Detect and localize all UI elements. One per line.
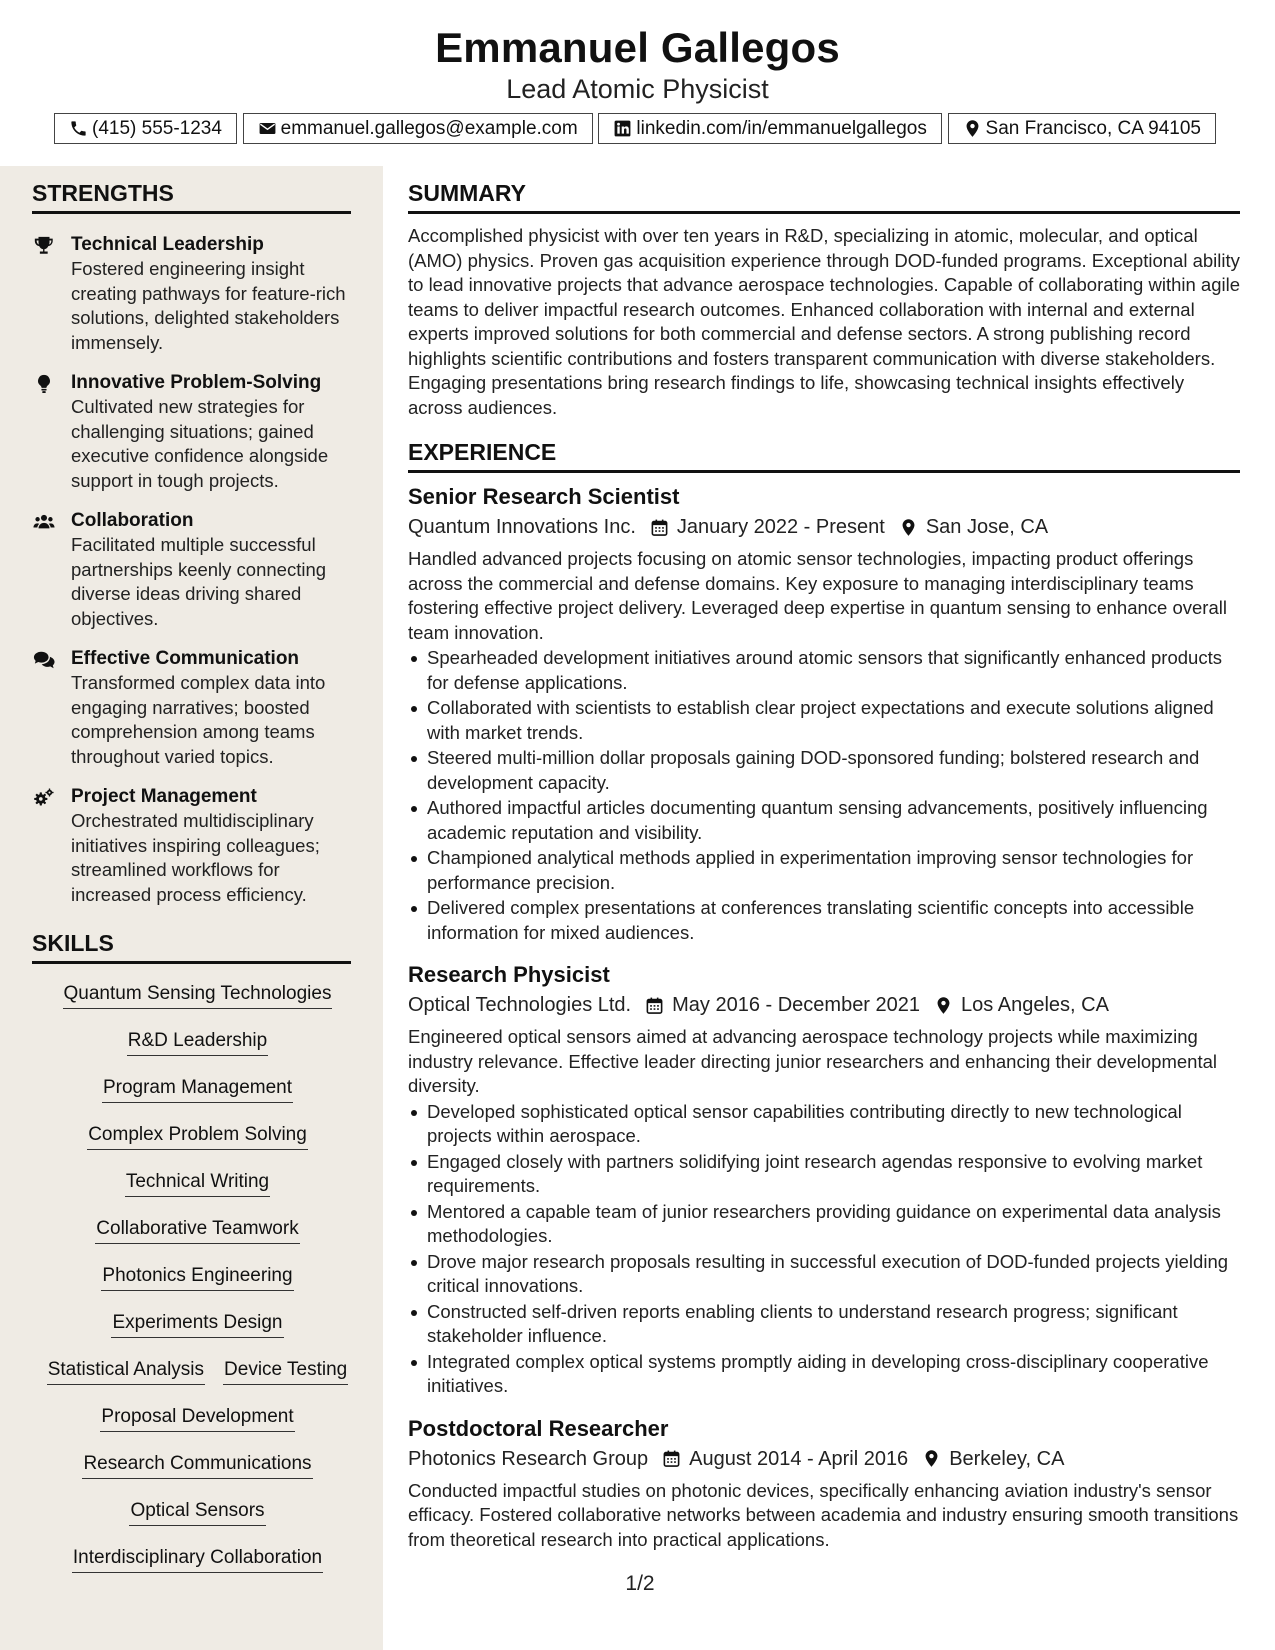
linkedin-icon [613,119,632,138]
strength-title: Effective Communication [71,648,300,669]
skill-tag: Interdisciplinary Collaboration [72,1546,323,1573]
skills-heading: SKILLS [32,928,351,964]
skill-tag: R&D Leadership [127,1029,268,1056]
job-dates: May 2016 - December 2021 [672,994,921,1016]
main-column [408,166,1240,1552]
strength-title: Project Management [71,786,257,807]
map-pin-icon [934,996,953,1015]
candidate-title: Lead Atomic Physicist [506,74,769,104]
gears-icon [33,787,55,809]
summary-heading: SUMMARY [408,178,1240,214]
skill-tag: Complex Problem Solving [87,1123,308,1150]
job-meta [408,991,1240,1019]
strength-item [0,784,351,907]
bullet-item: Developed sophisticated optical sensor capabilities contributing directly to new technological projects within aerospace. [408,1100,1240,1149]
strength-title: Technical Leadership [71,234,264,255]
skill-tag: Statistical Analysis [47,1358,205,1385]
strength-desc: Transformed complex data into engaging narratives; boosted comprehension among teams throughout varied topics. [71,672,326,767]
summary-text: Accomplished physicist with over ten years in R&D, specializing in atomic, molecular, and optical (AMO) physics. Proven gas acquisition experience through DOD-funded programs. Exceptional ability to lead innovative projects that advance aerospace technologies. Capable of collaborating within agile teams to deliver impactful research outcomes. Enhanced collaboration with internal and external experts improved solutions for both commercial and defense sectors. A strong publishing record highlights scientific contributions and fosters transparent communication with diverse stakeholders. Engaging presentations bring research findings to life, showcasing technical insights effectively across audiences. [408,225,1241,418]
skill-tag: Optical Sensors [129,1499,265,1526]
strengths-heading: STRENGTHS [32,178,351,214]
job-dates: January 2022 - Present [676,516,885,538]
strength-desc: Facilitated multiple successful partnerships keenly connecting diverse ideas driving shared objectives. [71,534,327,629]
strength-item [0,646,351,769]
map-pin-icon [963,119,982,138]
bullet-item: Engaged closely with partners solidifying joint research agendas responsive to evolving market requirements. [408,1150,1240,1199]
contact-linkedin [598,113,941,144]
bullet-item: Integrated complex optical systems promptly aiding in developing cross-disciplinary cooperative initiatives. [408,1350,1240,1399]
strengths-list [0,232,383,907]
page-number: 1/2 [625,1572,655,1595]
skill-tag: Proposal Development [100,1405,294,1432]
lightbulb-icon [33,373,55,395]
skill-tag: Photonics Engineering [101,1264,293,1291]
job-entry [408,482,1240,945]
job-company: Photonics Research Group [408,1447,649,1470]
job-title: Postdoctoral Researcher [408,1415,669,1441]
strength-item [0,508,351,631]
strength-item [0,232,351,355]
skill-tag: Technical Writing [125,1170,270,1197]
sidebar [0,166,383,1650]
bullet-item: Authored impactful articles documenting quantum sensing advancements, positively influencing academic reputation and visibility. [408,796,1240,845]
map-pin-icon [922,1449,941,1468]
job-meta [408,1445,1240,1473]
calendar-icon [662,1449,681,1468]
strength-desc: Orchestrated multidisciplinary initiatives inspiring colleagues; streamlined workflows for increased process efficiency. [71,810,320,905]
strength-title: Innovative Problem-Solving [71,372,322,393]
calendar-icon [645,996,664,1015]
job-entry [408,960,1240,1399]
job-location: Los Angeles, CA [961,994,1109,1016]
job-title: Senior Research Scientist [408,484,680,509]
strength-desc: Fostered engineering insight creating pathways for feature-rich solutions, delighted stakeholders immensely. [71,258,346,353]
comments-icon [33,649,55,671]
calendar-icon [650,518,669,537]
job-company: Optical Technologies Ltd. [408,994,632,1016]
skill-tag: Collaborative Teamwork [95,1217,299,1244]
job-location: San Jose, CA [925,516,1049,538]
skill-tag: Program Management [102,1076,293,1103]
bullet-item: Steered multi-million dollar proposals gaining DOD-sponsored funding; bolstered research and development capacity. [408,746,1240,795]
contact-location [948,113,1216,144]
skill-tag: Quantum Sensing Technologies [63,982,333,1009]
strength-item [0,370,351,493]
job-entry [408,1414,1240,1553]
email-link[interactable]: emmanuel.gallegos@example.com [280,117,578,139]
bullet-item: Mentored a capable team of junior researchers providing guidance on experimental data analysis methodologies. [408,1200,1240,1249]
experience-heading: EXPERIENCE [408,437,1240,473]
skills-list [0,982,383,1573]
job-description: Engineered optical sensors aimed at advancing aerospace technology projects while maximizing industry relevance. Effective leader directing junior researchers and enhancing their developmental diversity. [408,1026,1217,1096]
job-description: Conducted impactful studies on photonic devices, specifically enhancing aviation industry's sensor efficacy. Fostered collaborative networks between academia and industry ensuring smooth transitions from theoretical research into practical applications. [408,1479,1239,1550]
skill-tag: Device Testing [223,1358,348,1385]
candidate-name: Emmanuel Gallegos [435,24,840,71]
envelope-icon [258,119,277,138]
job-dates: August 2014 - April 2016 [689,1447,909,1470]
contact-bar [54,113,1216,144]
linkedin-link[interactable]: linkedin.com/in/emmanuelgallegos [636,117,927,139]
job-bullets [408,1100,1240,1399]
job-bullets [408,646,1240,945]
job-location: Berkeley, CA [949,1447,1065,1470]
bullet-item: Spearheaded development initiatives around atomic sensors that significantly enhanced products for defense applications. [408,646,1240,695]
bullet-item: Drove major research proposals resulting in successful execution of DOD-funded projects yielding critical innovations. [408,1250,1240,1299]
job-description: Handled advanced projects focusing on atomic sensor technologies, impacting product offerings across the commercial and defense domains. Key exposure to managing interdisciplinary teams fostering effective project delivery. Leveraged deep expertise in quantum sensing to enhance overall team innovation. [408,548,1227,643]
job-company: Quantum Innovations Inc. [408,516,636,538]
bullet-item: Constructed self-driven reports enabling clients to understand research progress; significant stakeholder influence. [408,1300,1240,1349]
job-meta [408,513,1240,541]
skill-tag: Research Communications [82,1452,312,1479]
bullet-item: Delivered complex presentations at conferences translating scientific concepts into accessible information for mixed audiences. [408,896,1240,945]
skill-tag: Experiments Design [111,1311,283,1338]
contact-phone [54,113,237,144]
bullet-item: Championed analytical methods applied in experimentation improving sensor technologies for performance precision. [408,846,1240,895]
trophy-icon [33,235,55,257]
users-icon [33,511,55,533]
location-text: San Francisco, CA 94105 [985,117,1201,139]
phone-icon [69,119,88,138]
job-title: Research Physicist [408,962,610,987]
map-pin-icon [899,518,918,537]
strength-title: Collaboration [71,510,194,531]
strength-desc: Cultivated new strategies for challenging situations; gained executive confidence alongside support in tough projects. [71,396,329,491]
contact-email [243,113,593,144]
bullet-item: Collaborated with scientists to establish clear project expectations and execute solutions aligned with market trends. [408,696,1240,745]
phone-text: (415) 555-1234 [92,117,222,139]
resume-header [0,22,1275,105]
